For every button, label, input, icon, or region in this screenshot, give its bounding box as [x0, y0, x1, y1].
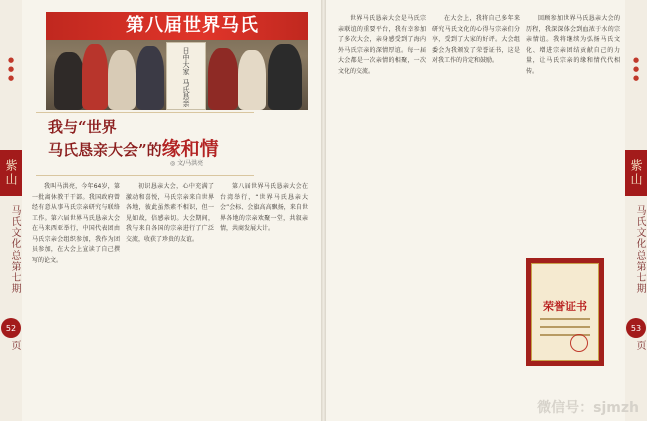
left-side-strip	[0, 0, 22, 421]
event-photo	[46, 12, 308, 110]
paragraph: 我叫马洪亮，今年64岁，第一批离休教干干部。我国政府曾经有意从事马氏宗亲研究与联络工作。第六届世界马氏恳亲大会在马来西亚举行，中国代表团由马氏宗亲会组织参加，我作为团员参加，在大会上宣读了自己撰写的论文。	[32, 183, 120, 264]
page-suffix: 页	[634, 340, 645, 350]
issue-number-vertical: 总第七期	[9, 250, 20, 294]
right-page	[326, 0, 647, 421]
text-column	[432, 14, 520, 414]
wechat-watermark: 微信号：sjmzh	[537, 400, 639, 416]
text-column	[32, 182, 120, 414]
decorative-dots: ● ● ●	[7, 56, 15, 82]
title-quote: “世界	[78, 118, 117, 136]
person-figure	[208, 48, 238, 110]
section-label: 紫山	[0, 150, 22, 196]
paragraph: 第八届世界马氏恳亲大会在台湾举行，“世界马氏恳亲大会”会标、会旗高高飘扬，来自世界各地的宗亲欢聚一堂，共叙亲情，共商发展大计。	[220, 183, 308, 232]
decorative-dots: ● ● ●	[632, 56, 640, 82]
person-figure	[268, 44, 302, 110]
text-column	[338, 14, 426, 414]
author-byline: ◎ 文/马洪亮	[170, 160, 204, 167]
photo-banner: 第八届世界马氏	[46, 12, 308, 40]
left-page	[0, 0, 321, 421]
certificate-inner	[531, 263, 599, 361]
person-figure	[108, 50, 136, 110]
scroll-text: 日中大家	[182, 47, 190, 75]
paragraph: 世界马氏恳亲大会是马氏宗亲联谊的重要平台，我有幸参加了多次大会，亲身感受到了海内外马氏宗亲的深情厚谊。每一届大会都是一次亲情的相聚，一次文化的交流。	[338, 15, 426, 75]
page-suffix: 页	[9, 340, 20, 350]
person-figure	[54, 52, 84, 110]
text-column	[526, 14, 620, 250]
title-part: 马氏恳亲大会”的	[48, 141, 162, 159]
title-part: 我与	[48, 118, 79, 136]
certificate-title: 荣誉证书	[543, 300, 587, 313]
article-title	[48, 116, 248, 170]
issue-number-vertical: 总第七期	[634, 250, 645, 294]
paragraph: 在大会上，我将自己多年来研究马氏文化的心得与宗亲们分享，受到了大家的好评。大会组委会为我颁发了荣誉证书，这是对我工作的肯定和鼓励。	[432, 15, 520, 64]
paragraph: 初识恳亲大会，心中充满了激动和喜悦，马氏宗亲来自世界各地，彼此虽然素不相识，但一见如故，倍感亲切。大会期间，我与来自各国的宗亲进行了广泛交流，收获了珍贵的友谊。	[126, 183, 214, 243]
title-accent: 缘和情	[161, 138, 219, 160]
page-number-left: 52	[1, 318, 21, 338]
honor-certificate-photo	[526, 258, 604, 366]
calligraphy-scroll	[166, 42, 206, 110]
magazine-title-vertical: 马氏文化	[9, 205, 20, 249]
magazine-title-vertical: 马氏文化	[634, 205, 645, 249]
text-column	[126, 182, 214, 414]
person-figure	[82, 44, 108, 110]
paragraph: 回顾参加世界马氏恳亲大会的历程，我深深体会到血浓于水的宗亲情谊。我将继续为弘扬马氏文化、增进宗亲团结贡献自己的力量，让马氏宗亲的缘和情代代相传。	[526, 15, 620, 75]
text-column	[220, 182, 308, 414]
section-label: 紫山	[625, 150, 647, 196]
scroll-text: 马氏恳亲	[182, 79, 190, 107]
person-figure	[238, 50, 266, 110]
page-number-right: 53	[626, 318, 646, 338]
right-side-strip	[625, 0, 647, 421]
seal-icon	[570, 334, 588, 352]
person-figure	[136, 46, 164, 110]
